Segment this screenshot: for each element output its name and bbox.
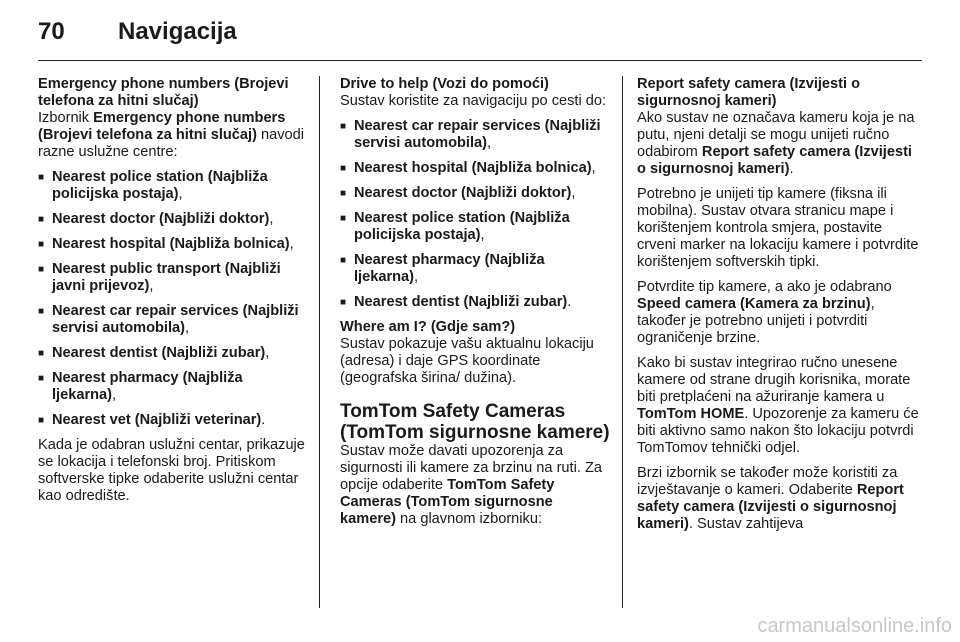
page-number: 70 (38, 18, 65, 45)
list-item (38, 211, 308, 228)
item-end: , (269, 211, 274, 227)
emergency-outro: Kada je odabran uslužni centar, prikazuje se lokacija i telefonski broj. Pritiskom softverske tipke odaberite uslužni centar kao odredište. (38, 437, 305, 504)
item-bold: Nearest vet (Najbliži veterinar) (52, 412, 262, 428)
item-end: , (487, 135, 492, 151)
item-bold: Nearest dentist (Najbliži zubar) (52, 345, 266, 361)
emergency-heading: Emergency phone numbers (Brojevi telefona za hitni slučaj) (38, 76, 289, 109)
item-bold: Nearest dentist (Najbliži zubar) (354, 294, 568, 310)
item-end: , (265, 345, 270, 361)
item-bold: Nearest car repair services (Najbliži servisi automobila) (354, 118, 601, 151)
item-bold: Nearest doctor (Najbliži doktor) (52, 211, 270, 227)
p1-text: Ako sustav ne označava kameru koja je na putu, njeni detalji se mogu unijeti ručno odabirom (637, 110, 915, 160)
drive-text: Sustav koristite za navigaciju po cesti do: (340, 93, 607, 109)
report-p1 (637, 110, 923, 178)
list-item (38, 345, 308, 362)
p3-bold: Speed camera (Kamera za brzinu) (637, 296, 871, 312)
item-bold: Nearest pharmacy (Najbliža ljekarna) (52, 370, 243, 403)
page-header (38, 12, 922, 56)
list-item (340, 252, 610, 286)
list-item (38, 236, 308, 253)
item-end: , (149, 278, 154, 294)
intro-prefix: Izbornik (38, 110, 94, 126)
intro-bold: Emergency phone numbers (Brojevi telefona za hitni slučaj) (38, 110, 286, 143)
p5-bold: Report safety camera (Izvijesti o sigurnosnoj kameri) (637, 482, 904, 532)
p3-suffix: , također je potrebno unijeti i potvrditi ograničenje brzine. (637, 296, 875, 346)
column-2 (340, 76, 610, 536)
safety-cameras-heading: TomTom Safety Cameras (TomTom sigurnosne kamere) (340, 401, 610, 443)
item-bold: Nearest police station (Najbliža policijska postaja) (354, 210, 570, 243)
p5-text: Brzi izbornik se također može koristiti za izvještavanje o kameri. Odaberite (637, 465, 898, 498)
list-item (340, 185, 610, 202)
list-item (38, 303, 308, 337)
section-bold: TomTom Safety Cameras (TomTom sigurnosne kamere) (340, 477, 555, 527)
p4-text: Kako bi sustav integrirao ručno unesene kamere od strane drugih korisnika, morate biti pretplaćeni na ažuriranje kamera u (637, 355, 911, 405)
column-divider-2 (622, 76, 623, 608)
report-heading: Report safety camera (Izvijesti o sigurnosnoj kameri) (637, 76, 861, 109)
drive-list (340, 118, 610, 311)
report-p3 (637, 279, 923, 347)
p5-suffix: . Sustav zahtijeva (688, 516, 804, 532)
list-item (38, 261, 308, 295)
p1-end: . (789, 161, 794, 177)
watermark: carmanualsonline.info (757, 615, 952, 637)
item-bold: Nearest hospital (Najbliža bolnica) (52, 236, 290, 252)
item-end: . (261, 412, 266, 428)
drive-heading: Drive to help (Vozi do pomoći) (340, 76, 549, 92)
report-p2: Potrebno je unijeti tip kamere (fiksna ili mobilna). Sustav otvara stranicu mape i korištenjem kontrola smjera, postavite crveni marker na lokaciju kamere i potvrdite korištenjem softverskih tipki. (637, 186, 919, 270)
item-end: . (567, 294, 572, 310)
list-item (340, 294, 610, 311)
report-p4 (637, 355, 923, 457)
item-end: , (185, 320, 190, 336)
item-end: , (112, 387, 117, 403)
page-title: Navigacija (118, 18, 237, 45)
column-divider-1 (319, 76, 320, 608)
item-end: , (480, 227, 485, 243)
where-heading: Where am I? (Gdje sam?) (340, 319, 516, 335)
report-p5 (637, 465, 923, 533)
p4-bold: TomTom HOME (637, 406, 745, 422)
item-bold: Nearest public transport (Najbliži javni prijevoz) (52, 261, 281, 294)
intro-suffix: navodi razne uslužne centre: (38, 127, 305, 160)
item-bold: Nearest police station (Najbliža policijska postaja) (52, 169, 268, 202)
where-text: Sustav pokazuje vašu aktualnu lokaciju (adresa) i daje GPS koordinate (geografska širina/ dužina). (340, 336, 594, 386)
p1-bold: Report safety camera (Izvijesti o sigurnosnoj kameri) (637, 144, 912, 177)
list-item (340, 118, 610, 152)
column-3 (637, 76, 923, 541)
list-item (340, 210, 610, 244)
item-bold: Nearest car repair services (Najbliži servisi automobila) (52, 303, 299, 336)
item-end: , (178, 186, 183, 202)
item-end: , (414, 269, 419, 285)
column-1 (38, 76, 308, 513)
p4-suffix: . Upozorenje za kameru će biti aktivno samo nakon što lokaciju potvrdi TomTomov tehnički odjel. (637, 406, 919, 456)
safety-cameras-text (340, 443, 610, 528)
list-item (38, 370, 308, 404)
emergency-intro (38, 110, 308, 161)
list-item (38, 412, 308, 429)
item-bold: Nearest hospital (Najbliža bolnica) (354, 160, 592, 176)
item-end: , (571, 185, 576, 201)
item-bold: Nearest doctor (Najbliži doktor) (354, 185, 572, 201)
list-item (340, 160, 610, 177)
item-bold: Nearest pharmacy (Najbliža ljekarna) (354, 252, 545, 285)
item-end: , (591, 160, 596, 176)
emergency-list (38, 169, 308, 429)
header-rule (38, 60, 922, 61)
p3-text: Potvrdite tip kamere, a ako je odabrano (637, 279, 892, 295)
section-suffix: na glavnom izborniku: (395, 511, 543, 527)
section-text: Sustav može davati upozorenja za sigurnosti ili kamere za brzinu na ruti. Za opcije odaberite (340, 443, 602, 493)
item-end: , (289, 236, 294, 252)
list-item (38, 169, 308, 203)
